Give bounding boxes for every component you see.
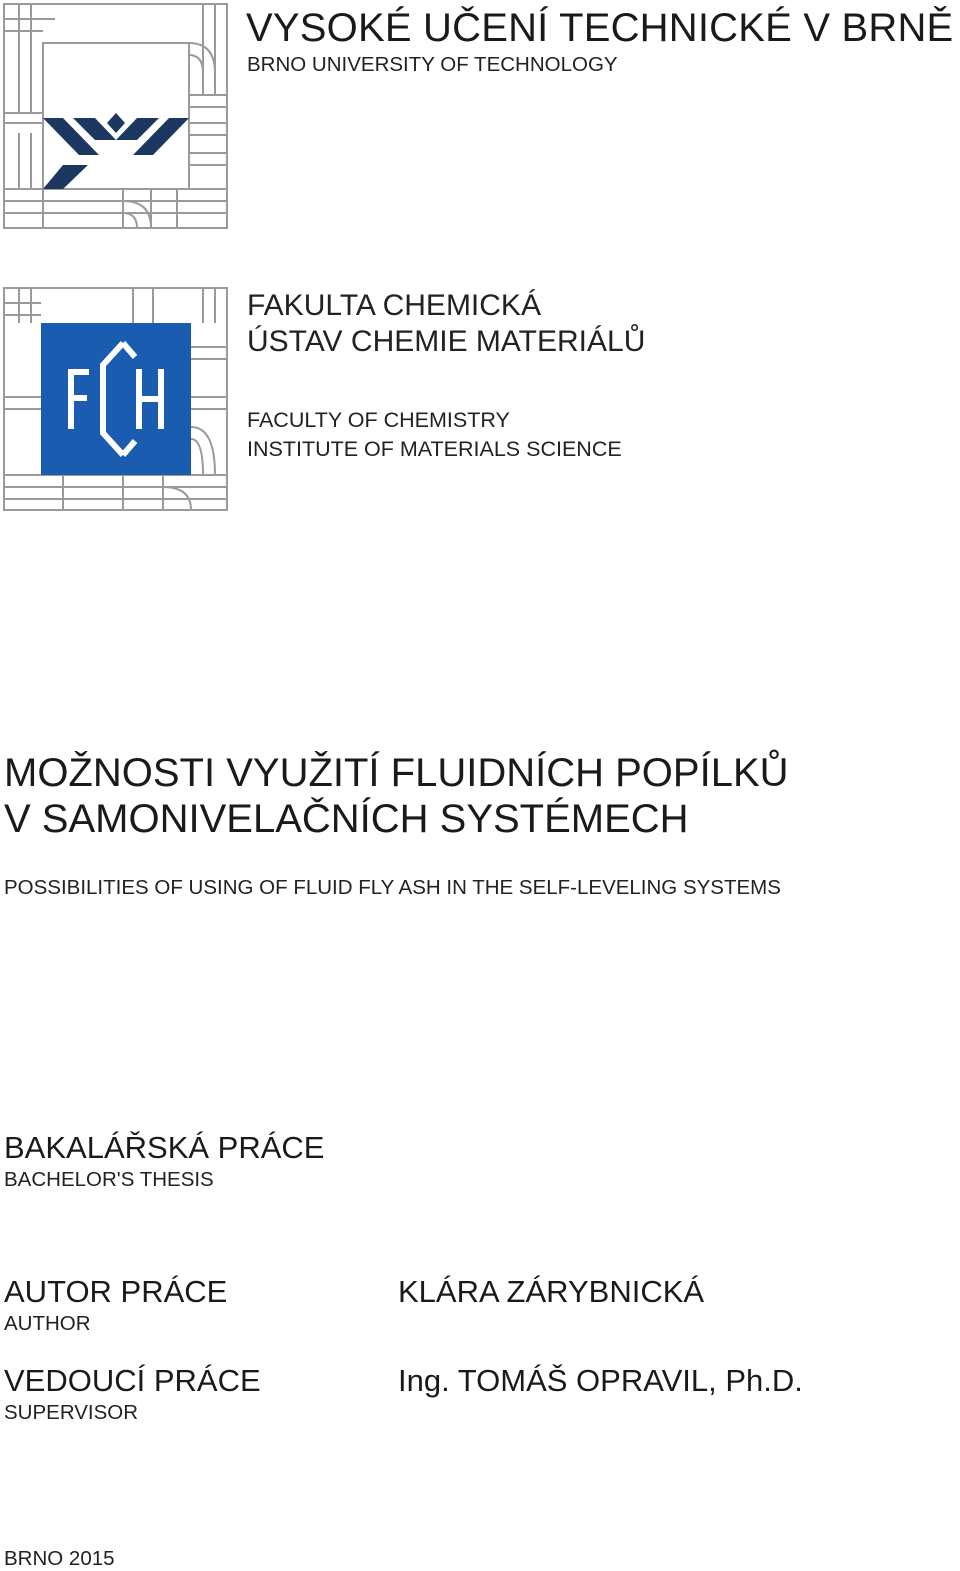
thesis-title-en: POSSIBILITIES OF USING OF FLUID FLY ASH IN THE SELF-LEVELING SYSTEMS [4,876,781,899]
faculty-name-en [247,406,622,464]
institute-line-en: INSTITUTE OF MATERIALS SCIENCE [247,437,622,461]
author-name: KLÁRA ZÁRYBNICKÁ [398,1274,705,1309]
author-role-en: AUTHOR [4,1312,91,1335]
supervisor-name: Ing. TOMÁŠ OPRAVIL, Ph.D. [398,1363,803,1398]
place-year: BRNO 2015 [4,1547,115,1570]
vut-logo-icon [3,3,228,229]
faculty-line: FAKULTA CHEMICKÁ [247,289,541,322]
faculty-line-en: FACULTY OF CHEMISTRY [247,408,510,432]
thesis-title-line: V SAMONIVELAČNÍCH SYSTÉMECH [4,797,689,841]
author-role: AUTOR PRÁCE [4,1274,228,1309]
thesis-title-line: MOŽNOSTI VYUŽITÍ FLUIDNÍCH POPÍLKŮ [4,751,789,795]
thesis-type-en: BACHELOR'S THESIS [4,1168,214,1191]
supervisor-role: VEDOUCÍ PRÁCE [4,1363,261,1398]
thesis-title-cz [4,750,789,842]
thesis-type: BAKALÁŘSKÁ PRÁCE [4,1130,325,1165]
fch-logo-icon [3,287,228,511]
supervisor-role-en: SUPERVISOR [4,1401,139,1424]
university-name: VYSOKÉ UČENÍ TECHNICKÉ V BRNĚ [246,6,954,50]
faculty-name-cz [247,288,645,360]
institute-line: ÚSTAV CHEMIE MATERIÁLŮ [247,325,646,358]
university-name-en: BRNO UNIVERSITY OF TECHNOLOGY [247,53,618,76]
